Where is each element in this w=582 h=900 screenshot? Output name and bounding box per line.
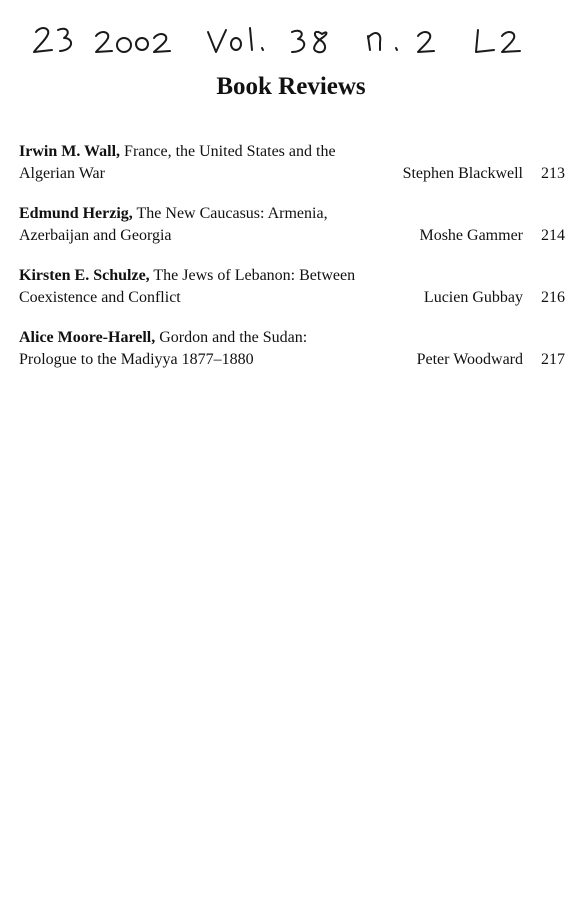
reviewer-name: Stephen Blackwell bbox=[402, 165, 523, 182]
reviewer-name: Moshe Gammer bbox=[419, 227, 523, 244]
page-number: 216 bbox=[541, 289, 565, 306]
review-entry bbox=[19, 265, 565, 309]
book-title-line1: The New Caucasus: Armenia, bbox=[132, 205, 328, 222]
review-author: Kirsten E. Schulze, bbox=[19, 267, 150, 284]
book-title-line1: Gordon and the Sudan: bbox=[155, 329, 308, 346]
review-author: Edmund Herzig, bbox=[19, 205, 133, 222]
review-entry bbox=[19, 327, 565, 371]
section-title: Book Reviews bbox=[216, 73, 366, 100]
book-title-line1: The Jews of Lebanon: Between bbox=[149, 267, 356, 284]
book-title-line2: Algerian War bbox=[19, 165, 105, 182]
handwritten-annotation bbox=[30, 22, 550, 62]
book-title-line2: Coexistence and Conflict bbox=[19, 289, 181, 306]
reviews-list bbox=[19, 141, 565, 389]
page-number: 214 bbox=[541, 227, 565, 244]
review-entry bbox=[19, 141, 565, 185]
review-entry bbox=[19, 203, 565, 247]
review-author: Irwin M. Wall, bbox=[19, 143, 121, 160]
reviewer-name: Lucien Gubbay bbox=[423, 289, 523, 306]
book-title-line1: France, the United States and the bbox=[120, 143, 336, 160]
page-number: 213 bbox=[541, 165, 565, 182]
book-title-line2: Azerbaijan and Georgia bbox=[19, 227, 172, 244]
review-author: Alice Moore-Harell, bbox=[19, 329, 156, 346]
page-number: 217 bbox=[541, 351, 565, 368]
book-title-line2: Prologue to the Madiyya 1877–1880 bbox=[19, 351, 254, 368]
reviewer-name: Peter Woodward bbox=[416, 351, 523, 368]
